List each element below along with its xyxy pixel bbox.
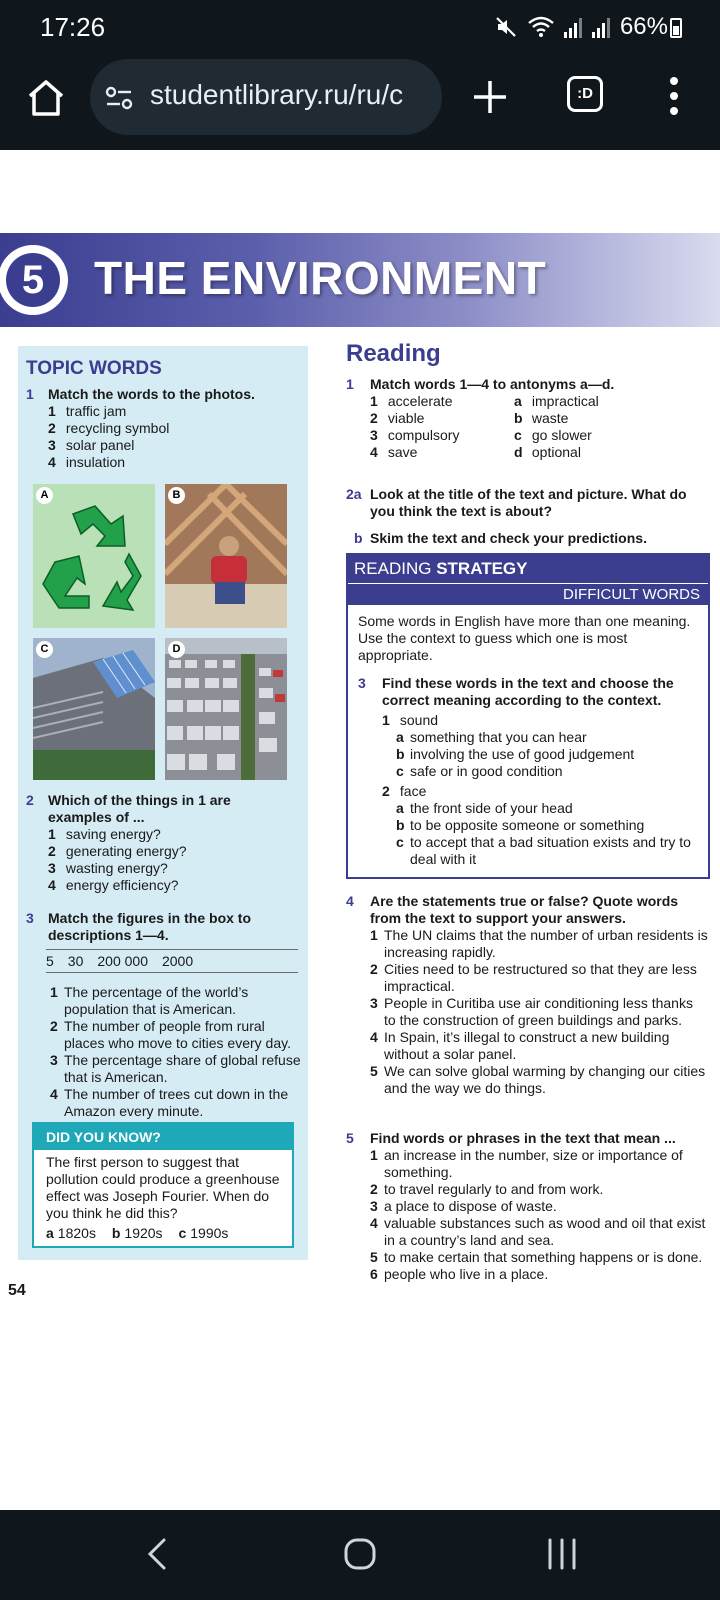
wifi-icon (528, 16, 554, 38)
exercise-number: 1 (346, 376, 354, 392)
reading-exercise-4 (346, 893, 708, 1097)
reading-exercise-2b (354, 530, 716, 547)
list-item: 4 energy efficiency? (48, 877, 179, 893)
list-item: 4 The number of trees cut down in the Amazon every minute. (50, 1086, 289, 1119)
reading-strategy-box (346, 553, 710, 879)
recents-icon[interactable] (540, 1532, 584, 1576)
exercise-number: 5 (346, 1130, 354, 1146)
back-icon[interactable] (136, 1532, 180, 1576)
list-item: 2 The number of people from rural places who move to cities every day. (50, 1018, 291, 1051)
definition-item: c to accept that a bad situation exists and try to deal with it (396, 834, 691, 867)
exercise-heading: Which of the things in 1 are examples of ... (48, 792, 231, 825)
home-icon[interactable] (22, 74, 70, 122)
list-item: 5 We can solve global warming by changing our cities and the way we do things. (370, 1063, 706, 1096)
photo-label: A (36, 487, 53, 504)
unit-number: 5 (6, 253, 60, 307)
did-you-know-options: a 1820s b 1920s c 1990s (46, 1225, 229, 1241)
photo-traffic-jam (165, 638, 287, 780)
mute-icon (494, 15, 518, 39)
list-item: 1 The UN claims that the number of urban residents is increasing rapidly. (370, 927, 708, 960)
reading-exercise-5 (346, 1130, 708, 1283)
exercise-heading: Are the statements true or false? Quote words from the text to support your answers. (370, 893, 679, 926)
strategy-subheading: DIFFICULT WORDS (348, 583, 708, 605)
strategy-heading: READING STRATEGY (348, 555, 708, 583)
photo-label: B (168, 487, 185, 504)
topic-words-title: TOPIC WORDS (26, 358, 162, 379)
status-icons (494, 13, 668, 41)
photo-solar-panel (33, 638, 155, 780)
definition-item: b to be opposite someone or something (396, 817, 645, 833)
list-item: 1 an increase in the number, size or importance of something. (370, 1147, 683, 1180)
target-word: 1 sound (382, 712, 439, 728)
exercise-number: 3 (358, 675, 366, 691)
list-item: b waste (514, 410, 569, 426)
status-time: 17:26 (40, 12, 106, 42)
list-item: 4 valuable substances such as wood and oil that exist in a country’s land and sea. (370, 1215, 706, 1248)
list-item: 2 generating energy? (48, 843, 187, 859)
list-item: 3 wasting energy? (48, 860, 168, 876)
reading-exercise-1 (346, 376, 708, 461)
exercise-heading: Match the words to the photos. (48, 386, 255, 402)
list-item: 5 to make certain that something happens or is done. (370, 1249, 703, 1265)
list-item: 3 a place to dispose of waste. (370, 1198, 557, 1214)
exercise-heading: Find these words in the text and choose the correct meaning according to the context. (382, 675, 674, 708)
list-item: 1 The percentage of the world’s population that is American. (50, 984, 249, 1017)
did-you-know-heading: DID YOU KNOW? (34, 1124, 292, 1150)
did-you-know-text: The first person to suggest that pollution could produce a greenhouse effect was Joseph Fourier. When do you think he did this? (46, 1154, 280, 1221)
status-bar (0, 0, 720, 52)
address-bar[interactable] (90, 59, 442, 135)
list-item: 1 traffic jam (48, 403, 127, 419)
definition-item: a the front side of your head (396, 800, 573, 816)
list-item: a impractical (514, 393, 599, 409)
list-item: 6 people who live in a place. (370, 1266, 549, 1282)
site-settings-icon[interactable] (104, 83, 134, 113)
photo-label: D (168, 641, 185, 658)
topic-words-panel (18, 346, 308, 1260)
figures-box: 5 30 200 000 2000 (46, 949, 298, 973)
system-nav-bar (0, 1510, 720, 1600)
topic-exercise-1 (26, 386, 302, 471)
words-column (370, 393, 514, 461)
photo-label: C (36, 641, 53, 658)
reading-exercise-2a (346, 486, 708, 520)
list-item: 4 save (370, 444, 418, 460)
unit-banner (0, 233, 720, 327)
definition-item: b involving the use of good judgement (396, 746, 635, 762)
plus-icon[interactable] (470, 77, 510, 117)
exercise-heading: Match the figures in the box to descriptions 1—4. (48, 910, 252, 943)
list-item: d optional (514, 444, 581, 460)
exercise-number: 3 (26, 910, 34, 926)
list-item: 3 The percentage share of global refuse that is American. (50, 1052, 301, 1085)
topic-exercise-2 (26, 792, 302, 894)
exercise-number: b (354, 530, 363, 546)
topic-exercise-3 (26, 910, 302, 944)
list-item: c go slower (514, 427, 592, 443)
list-item: 2 Cities need to be restructured so that they are less impractical. (370, 961, 697, 994)
definition-item: a something that you can hear (396, 729, 587, 745)
browser-toolbar (0, 52, 720, 150)
strategy-text: Some words in English have more than one meaning. Use the context to guess which one is most appropriate. (358, 613, 691, 663)
menu-icon[interactable] (666, 74, 682, 118)
exercise-number: 4 (346, 893, 354, 909)
list-item: 1 accelerate (370, 393, 453, 409)
exercise-heading: Find words or phrases in the text that mean ... (370, 1130, 676, 1146)
url-text[interactable]: studentlibrary.ru/ru/c (150, 79, 404, 110)
tabs-label: :D (577, 85, 593, 102)
list-item: 4 insulation (48, 454, 126, 470)
list-item: 4 In Spain, it’s illegal to construct a new building without a solar panel. (370, 1029, 670, 1062)
list-item: 3 People in Curitiba use air conditioning less thanks to the construction of green buildings and parks. (370, 995, 693, 1028)
exercise-number: 2 (26, 792, 34, 808)
list-item: 3 compulsory (370, 427, 460, 443)
antonyms-column (514, 393, 658, 461)
reading-exercise-3 (358, 675, 704, 868)
tabs-icon[interactable] (567, 76, 603, 112)
list-item: 3 solar panel (48, 437, 135, 453)
exercise-heading: Match words 1—4 to antonyms a—d. (370, 376, 615, 392)
signal-icon (564, 16, 582, 38)
did-you-know-box (32, 1122, 294, 1248)
exercise-heading: Skim the text and check your predictions. (370, 530, 647, 546)
recycling-icon (33, 484, 155, 628)
photo-insulation (165, 484, 287, 628)
reading-title: Reading (346, 340, 441, 367)
definition-item: c safe or in good condition (396, 763, 563, 779)
target-word: 2 face (382, 783, 427, 799)
exercise-number: 2a (346, 486, 362, 502)
list-item: 2 recycling symbol (48, 420, 170, 436)
unit-title: THE ENVIRONMENT (94, 252, 547, 304)
battery-percent: 66% (619, 13, 668, 40)
topic-exercise-3-items (26, 984, 304, 1120)
textbook-page[interactable] (0, 150, 720, 1510)
signal-icon (592, 16, 610, 38)
exercise-heading: Look at the title of the text and picture. What do you think the text is about? (370, 486, 687, 519)
battery-icon (670, 18, 682, 38)
unit-number-badge (0, 245, 68, 315)
list-item: 2 to travel regularly to and from work. (370, 1181, 604, 1197)
page-number: 54 (8, 1282, 26, 1299)
home-circle-icon[interactable] (338, 1532, 382, 1576)
exercise-number: 1 (26, 386, 34, 402)
photo-recycling-symbol (33, 484, 155, 628)
list-item: 1 saving energy? (48, 826, 161, 842)
list-item: 2 viable (370, 410, 425, 426)
